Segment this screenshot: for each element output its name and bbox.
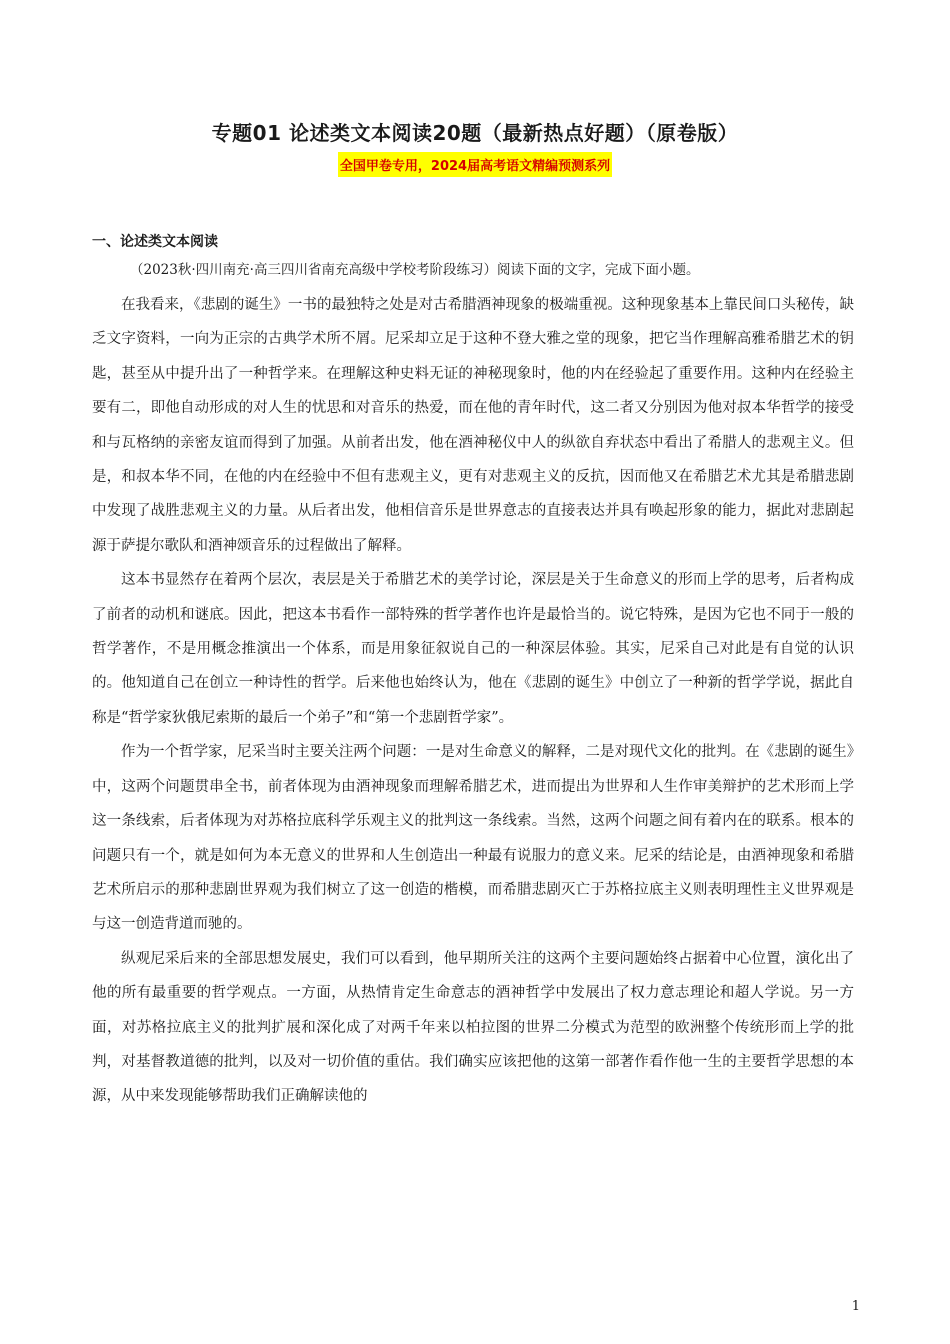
paragraph-1: 在我看来，《悲剧的诞生》一书的最独特之处是对古希腊酒神现象的极端重视。这种现象基本上靠民间口头秘传，缺乏文字资料，一向为正宗的古典学术所不屑。尼采却立足于这种不登大雅之堂的现象，把它当作理解高雅希腊艺术的钥匙，甚至从中提升出了一种哲学来。在理解这种史料无证的神秘现象时，他的内在经验起了重要作用。这种内在经验主要有二，即他自动形成的对人生的忧思和对音乐的热爱，而在他的青年时代，这二者又分别因为他对叔本华哲学的接受和与瓦格纳的亲密友谊而得到了加强。从前者出发，他在酒神秘仪中人的纵欲自弃状态中看出了希腊人的悲观主义。但是，和叔本华不同，在他的内在经验中不但有悲观主义，更有对悲观主义的反抗，因而他又在希腊艺术尤其是希腊悲剧中发现了战胜悲观主义的力量。从后者出发，他相信音乐是世界意志的直接表达并具有唤起形象的能力，据此对悲剧起源于萨提尔歌队和酒神颂音乐的过程做出了解释。 [92, 297, 854, 554]
page-number: 1 [851, 1299, 860, 1314]
question-source: （2023秋·四川南充·高三四川省南充高级中学校考阶段练习）阅读下面的文字，完成下面小题。 [130, 262, 700, 278]
paragraph-3: 作为一个哲学家，尼采当时主要关注两个问题：一是对生命意义的解释，二是对现代文化的批判。在《悲剧的诞生》中，这两个问题贯串全书，前者体现为由酒神现象而理解希腊艺术，进而提出为世界和人生作审美辩护的艺术形而上学这一条线索，后者体现为对苏格拉底科学乐观主义的批判这一条线索。当然，这两个问题之间有着内在的联系。根本的问题只有一个，就是如何为本无意义的世界和人生创造出一种最有说服力的意义来。尼采的结论是，由酒神现象和希腊艺术所启示的那种悲剧世界观为我们树立了这一创造的楷模，而希腊悲剧灭亡于苏格拉底主义则表明理性主义世界观是与这一创造背道而驰的。 [92, 744, 854, 933]
page-title: 专题01 论述类文本阅读20题（最新热点好题）（原卷版） [211, 121, 739, 145]
article-body [92, 288, 854, 1114]
subtitle-container [0, 152, 950, 177]
paragraph-2: 这本书显然存在着两个层次，表层是关于希腊艺术的美学讨论，深层是关于生命意义的形而上学的思考，后者构成了前者的动机和谜底。因此，把这本书看作一部特殊的哲学著作也许是最恰当的。说它特殊，是因为它也不同于一般的哲学著作，不是用概念推演出一个体系，而是用象征叙说自己的一种深层体验。其实，尼采自己对此是有自觉的认识的。他知道自己在创立一种诗性的哲学。后来他也始终认为，他在《悲剧的诞生》中创立了一种新的哲学学说，据此自称是“哲学家狄俄尼索斯的最后一个弟子”和“第一个悲剧哲学家”。 [92, 572, 854, 726]
paragraph-4: 纵观尼采后来的全部思想发展史，我们可以看到，他早期所关注的这两个主要问题始终占据着中心位置，演化出了他的所有最重要的哲学观点。一方面，从热情肯定生命意志的酒神哲学中发展出了权力意志理论和超人学说。另一方面，对苏格拉底主义的批判扩展和深化成了对两千年来以柏拉图的世界二分模式为范型的欧洲整个传统形而上学的批判，对基督教道德的批判，以及对一切价值的重估。我们确实应该把他的这第一部著作看作他一生的主要哲学思想的本源，从中来发现能够帮助我们正确解读他的 [92, 950, 854, 1105]
section-heading: 一、论述类文本阅读 [92, 234, 218, 250]
page-subtitle: 全国甲卷专用，2024届高考语文精编预测系列 [338, 152, 612, 177]
